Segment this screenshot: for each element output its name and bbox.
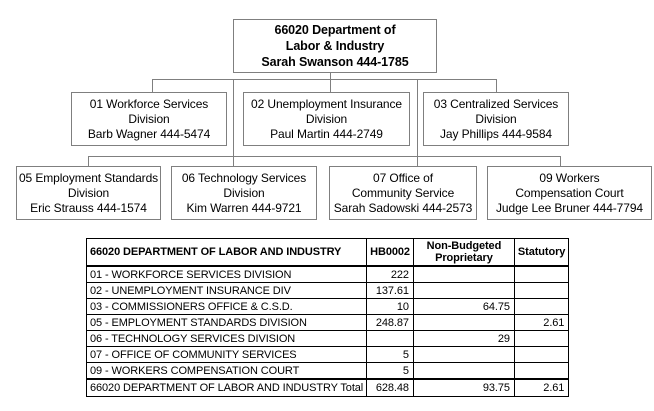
cell-non-budgeted: 93.75 [413, 379, 514, 397]
cell-statutory [514, 363, 568, 380]
org-node-dept [233, 19, 437, 73]
org-node-div07-line-0: 07 Office of [373, 170, 433, 185]
cell-hb0002: 248.87 [367, 315, 414, 331]
column-header-hb0002: HB0002 [367, 239, 414, 267]
cell-hb0002: 222 [367, 266, 414, 283]
org-node-div02-line-2: Paul Martin 444-2749 [270, 126, 383, 141]
org-node-div07 [329, 166, 477, 220]
org-node-div02 [243, 92, 410, 146]
cell-hb0002: 137.61 [367, 283, 414, 299]
budget-table-header [87, 239, 569, 267]
table-total-row [87, 379, 569, 397]
cell-non-budgeted: 64.75 [413, 299, 514, 315]
org-node-div05-line-1: Division [67, 185, 110, 200]
cell-non-budgeted [413, 363, 514, 380]
org-node-div09-line-2: Judge Lee Bruner 444-7794 [496, 200, 643, 215]
cell-non-budgeted [413, 266, 514, 283]
budget-table-container [86, 238, 569, 397]
cell-statutory [514, 331, 568, 347]
org-node-dept-line-1: Labor & Industry [285, 39, 385, 53]
table-row [87, 331, 569, 347]
org-node-div06 [171, 166, 317, 220]
cell-non-budgeted [413, 347, 514, 363]
org-node-div03-line-0: 03 Centralized Services [433, 96, 559, 111]
row-label: 05 - EMPLOYMENT STANDARDS DIVISION [87, 315, 367, 331]
org-node-div03 [423, 92, 569, 146]
org-node-div07-line-2: Sarah Sadowski 444-2573 [333, 200, 473, 215]
row-label: 03 - COMMISSIONERS OFFICE & C.S.D. [87, 299, 367, 315]
org-node-div06-line-0: 06 Technology Services [181, 170, 307, 185]
table-row [87, 283, 569, 299]
org-node-div01 [71, 92, 227, 146]
org-node-div06-line-2: Kim Warren 444-9721 [186, 200, 302, 215]
table-row [87, 347, 569, 363]
org-node-div01-line-2: Barb Wagner 444-5474 [87, 126, 211, 141]
cell-statutory: 2.61 [514, 315, 568, 331]
cell-hb0002: 628.48 [367, 379, 414, 397]
cell-statutory [514, 266, 568, 283]
org-node-div01-line-0: 01 Workforce Services [89, 96, 209, 111]
cell-statutory [514, 299, 568, 315]
table-row [87, 299, 569, 315]
row-label: 01 - WORKFORCE SERVICES DIVISION [87, 266, 367, 283]
table-row [87, 363, 569, 380]
cell-non-budgeted [413, 315, 514, 331]
org-node-div09-line-1: Compensation Court [515, 185, 624, 200]
org-node-div01-line-1: Division [128, 111, 170, 126]
table-row [87, 266, 569, 283]
row-label: 02 - UNEMPLOYMENT INSURANCE DIV [87, 283, 367, 299]
column-header-department: 66020 DEPARTMENT OF LABOR AND INDUSTRY [87, 239, 367, 267]
org-node-div05-line-0: 05 Employment Standards [18, 170, 159, 185]
cell-non-budgeted: 29 [413, 331, 514, 347]
org-node-div05 [16, 166, 161, 220]
column-header-non-budgeted-proprietary: Non-Budgeted Proprietary [413, 239, 514, 267]
org-node-dept-line-0: 66020 Department of [274, 23, 396, 37]
budget-table [86, 238, 569, 397]
cell-statutory [514, 347, 568, 363]
cell-non-budgeted [413, 283, 514, 299]
org-node-div07-line-1: Community Service [351, 185, 455, 200]
org-node-div09 [487, 166, 652, 220]
cell-hb0002: 5 [367, 363, 414, 380]
org-node-div06-line-1: Division [223, 185, 265, 200]
cell-statutory [514, 283, 568, 299]
org-node-dept-line-2: Sarah Swanson 444-1785 [261, 55, 409, 69]
row-label: 07 - OFFICE OF COMMUNITY SERVICES [87, 347, 367, 363]
cell-hb0002 [367, 331, 414, 347]
row-label: 66020 DEPARTMENT OF LABOR AND INDUSTRY Total [87, 379, 367, 397]
cell-hb0002: 5 [367, 347, 414, 363]
org-node-div02-line-0: 02 Unemployment Insurance [251, 96, 402, 111]
cell-hb0002: 10 [367, 299, 414, 315]
org-node-div03-line-1: Division [475, 111, 517, 126]
row-label: 09 - WORKERS COMPENSATION COURT [87, 363, 367, 380]
column-header-statutory: Statutory [514, 239, 568, 267]
row-label: 06 - TECHNOLOGY SERVICES DIVISION [87, 331, 367, 347]
org-node-div05-line-2: Eric Strauss 444-1574 [30, 200, 147, 215]
cell-statutory: 2.61 [514, 379, 568, 397]
org-node-div03-line-2: Jay Phillips 444-9584 [440, 126, 552, 141]
org-node-div09-line-0: 09 Workers [539, 170, 600, 185]
table-row [87, 315, 569, 331]
org-node-div02-line-1: Division [305, 111, 348, 126]
